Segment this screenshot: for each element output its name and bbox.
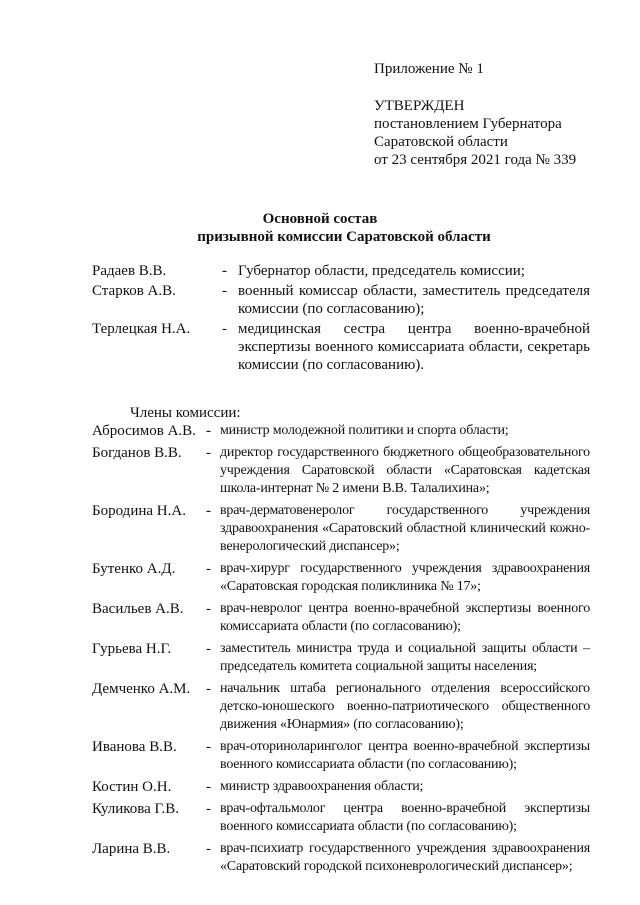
member-role: врач-хирург государственного учреждения здравоохранения «Саратовская городская поликлиника № 17»; [220, 561, 590, 594]
member-row [92, 422, 590, 440]
separator-dash: - [206, 445, 211, 461]
separator-dash: - [222, 321, 227, 337]
leadership-list [92, 262, 590, 374]
member-role: Губернатор области, председатель комиссии; [238, 263, 525, 279]
member-name: Абросимов А.В. [92, 423, 196, 439]
member-name: Иванова В.В. [92, 739, 177, 755]
member-row [92, 778, 590, 796]
separator-dash: - [206, 503, 211, 519]
member-name: Демченко А.М. [92, 681, 191, 697]
separator-dash: - [206, 841, 211, 857]
title-line-1: Основной состав [262, 211, 378, 227]
document-title [0, 210, 640, 246]
title-line-2: призывной комиссии Саратовской области [197, 229, 491, 245]
member-name: Костин О.Н. [92, 779, 172, 795]
member-role: медицинская сестра центра военно-врачебной экспертизы военного комиссариата области, секретарь комиссии (по согласованию). [238, 321, 590, 373]
member-role: врач-психиатр государственного учреждения здравоохранения «Саратовский городской психоневрологический диспансер»; [220, 841, 590, 874]
approved-by-line-2: Саратовской области [374, 134, 508, 150]
appendix-label: Приложение № 1 [374, 61, 484, 77]
member-row [92, 800, 590, 836]
separator-dash: - [206, 779, 211, 795]
member-name: Терлецкая Н.А. [92, 321, 191, 337]
leadership-row [92, 262, 590, 280]
separator-dash: - [206, 641, 211, 657]
member-role: врач-дерматовенеролог государственного учреждения здравоохранения «Саратовский областной клинический кожно-венерологический диспансер»; [220, 503, 590, 554]
approval-block [374, 60, 576, 169]
member-role: врач-офтальмолог центра военно-врачебной экспертизы военного комиссариата области (по согласованию); [220, 801, 590, 834]
member-role: министр молодежной политики и спорта области; [220, 423, 509, 438]
member-role: директор государственного бюджетного общеобразовательного учреждения Саратовской области «Саратовская кадетская школа-интернат № 2 имени В.В. Талалихина»; [220, 445, 590, 496]
member-role: военный комиссар области, заместитель председателя комиссии (по согласованию); [238, 283, 590, 317]
member-name: Бородина Н.А. [92, 503, 186, 519]
member-role: врач-оториноларинголог центра военно-врачебной экспертизы военного комиссариата области (по согласованию); [220, 739, 590, 772]
leadership-row [92, 320, 590, 374]
member-role: врач-невролог центра военно-врачебной экспертизы военного комиссариата области (по согласованию); [220, 601, 590, 634]
commission-roster [92, 262, 590, 880]
member-name: Радаев В.В. [92, 263, 167, 279]
member-row [92, 840, 590, 876]
approved-by-line-1: постановлением Губернатора [374, 116, 562, 132]
member-name: Богданов В.В. [92, 445, 182, 461]
member-row [92, 600, 590, 636]
member-role: министр здравоохранения области; [220, 779, 424, 794]
members-list [92, 422, 590, 876]
member-row [92, 680, 590, 734]
approved-date: от 23 сентября 2021 года № 339 [374, 152, 577, 168]
separator-dash: - [206, 801, 211, 817]
member-name: Куликова Г.В. [92, 801, 180, 817]
member-row [92, 640, 590, 676]
member-role: начальник штаба регионального отделения всероссийского детско-юношеского военно-патриотического общественного движения «Юнармия» (по согласованию); [220, 681, 590, 732]
separator-dash: - [206, 681, 211, 697]
separator-dash: - [206, 601, 211, 617]
approved-label: УТВЕРЖДЕН [374, 98, 465, 114]
separator-dash: - [222, 263, 227, 279]
member-role: заместитель министра труда и социальной защиты области – председатель комитета социальной защиты населения; [220, 641, 590, 674]
members-heading: Члены комиссии: [130, 405, 241, 421]
member-name: Васильев А.В. [92, 601, 184, 617]
member-row [92, 502, 590, 556]
leadership-row [92, 282, 590, 318]
separator-dash: - [206, 739, 211, 755]
separator-dash: - [206, 561, 211, 577]
member-row [92, 444, 590, 498]
member-name: Старков А.В. [92, 283, 176, 299]
member-name: Бутенко А.Д. [92, 561, 176, 577]
member-name: Ларина В.В. [92, 841, 171, 857]
member-row [92, 560, 590, 596]
member-row [92, 738, 590, 774]
member-name: Гурьева Н.Г. [92, 641, 172, 657]
separator-dash: - [206, 423, 211, 439]
separator-dash: - [222, 283, 227, 299]
